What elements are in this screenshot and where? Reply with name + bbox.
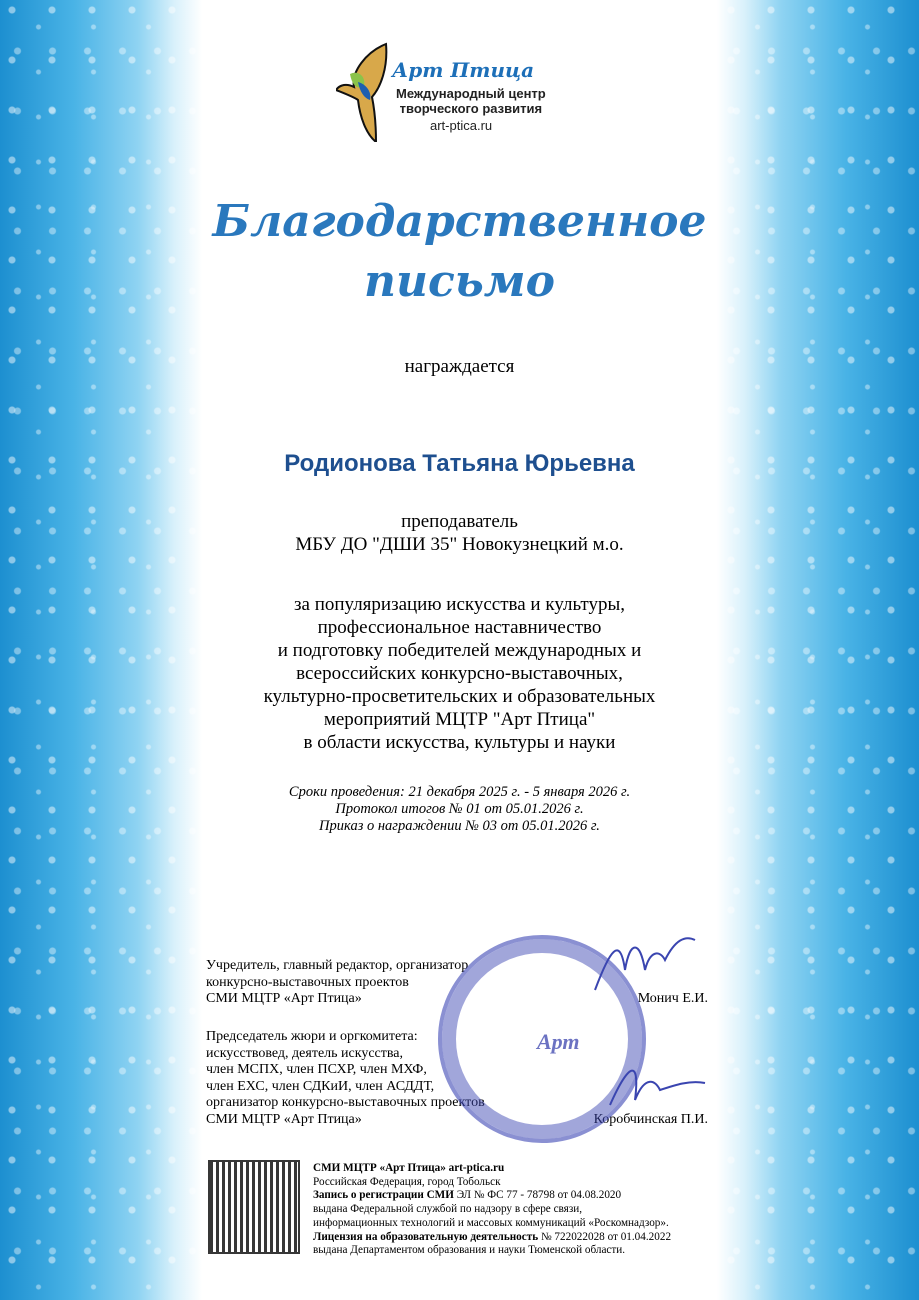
stamp-text: Арт: [537, 1029, 580, 1054]
footer-line: выдана Департаментом образования и науки Тюменской области.: [313, 1244, 626, 1257]
position-line: МБУ ДО "ДШИ 35" Новокузнецкий м.о.: [295, 534, 624, 555]
reason-line: культурно-просветительских и образовательных: [263, 686, 656, 707]
certificate-title: [0, 192, 919, 312]
signature-role-line: Председатель жюри и оргкомитета:: [206, 1029, 418, 1044]
award-reason: [0, 593, 919, 754]
reason-line: и подготовку победителей международных и: [277, 640, 642, 661]
logo: [336, 42, 546, 142]
signature-role-line: организатор конкурсно-выставочных проектов: [206, 1095, 485, 1110]
logo-url: art-ptica.ru: [430, 118, 493, 133]
recipient-name: Родионова Татьяна Юрьевна: [284, 450, 635, 477]
footer-line: информационных технологий и массовых коммуникаций «Роскомнадзор».: [313, 1216, 669, 1229]
footer-line: выдана Федеральной службой по надзору в сфере связи,: [313, 1203, 583, 1216]
signature-role-line: СМИ МЦТР «Арт Птица»: [206, 1111, 362, 1127]
signature-role-line: искусствовед, деятель искусства,: [206, 1045, 404, 1061]
logo-subtitle-line: Международный центр: [396, 86, 546, 101]
signatory-name: Коробчинская П.И.: [593, 1111, 708, 1127]
title-line: Благодарственное: [212, 196, 707, 247]
details-line: Протокол итогов № 01 от 05.01.2026 г.: [335, 801, 584, 817]
reason-line: в области искусства, культуры и науки: [303, 732, 616, 753]
publisher-info: [313, 1162, 671, 1258]
footer-line: Лицензия на образовательную деятельность: [313, 1230, 539, 1243]
reason-line: всероссийских конкурсно-выставочных,: [296, 663, 623, 684]
reason-line: профессиональное наставничество: [317, 617, 602, 638]
logo-subtitle: [396, 86, 546, 116]
logo-brand: Арт Птица: [392, 58, 535, 82]
logo-subtitle-line: творческого развития: [399, 101, 543, 116]
bird-icon: [336, 42, 396, 142]
event-details: [0, 784, 919, 835]
signature-korobchinskaya: [600, 1055, 710, 1115]
footer-line: № 722022028 от 01.04.2022: [538, 1230, 672, 1243]
title-line: письмо: [364, 256, 555, 307]
awarded-label: награждается: [404, 356, 515, 377]
reason-line: мероприятий МЦТР "Арт Птица": [323, 709, 596, 730]
signature-role-line: член ЕХС, член СДКиИ, член АСДДТ,: [206, 1078, 435, 1094]
footer-line: Запись о регистрации СМИ: [313, 1189, 454, 1202]
signature-role-line: член МСПХ, член ПСХР, член МХФ,: [206, 1062, 427, 1077]
details-line: Приказ о награждении № 03 от 05.01.2026 г.: [319, 818, 600, 834]
footer-line: СМИ МЦТР «Арт Птица» art-ptica.ru: [313, 1162, 505, 1174]
signature-role-line: конкурсно-выставочных проектов: [206, 974, 409, 990]
signature-role-line: Учредитель, главный редактор, организатор: [206, 958, 469, 973]
footer-line: Российская Федерация, город Тобольск: [313, 1175, 501, 1188]
signatory-name: Монич Е.И.: [637, 991, 708, 1006]
position-line: преподаватель: [401, 511, 518, 532]
details-line: Сроки проведения: 21 декабря 2025 г. - 5 января 2026 г.: [288, 784, 631, 800]
reason-line: за популяризацию искусства и культуры,: [294, 594, 625, 615]
footer-line: ЭЛ № ФС 77 - 78798 от 04.08.2020: [453, 1189, 622, 1202]
qr-code: [210, 1162, 298, 1252]
signature-monich: [590, 930, 700, 1000]
signature-role-line: СМИ МЦТР «Арт Птица»: [206, 991, 362, 1006]
recipient-position: [0, 510, 919, 556]
